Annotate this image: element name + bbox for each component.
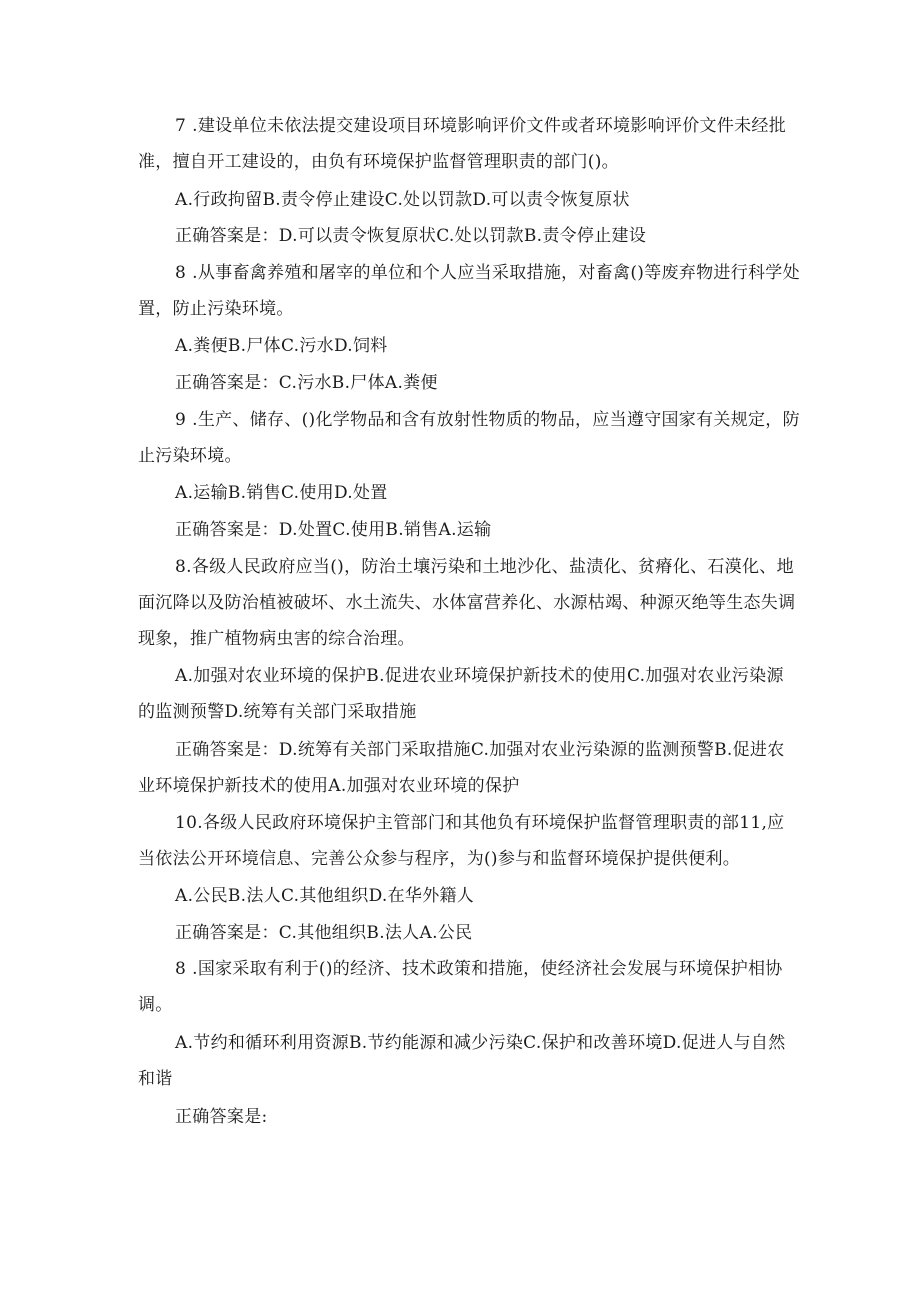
question-text: .从事畜禽养殖和屠宰的单位和个人应当采取措施，对畜禽()等废弃物进行科学处置，防止污染环境。 (138, 263, 800, 319)
question-stem (138, 255, 800, 327)
question-number: 7 (175, 116, 187, 136)
correct-answer: 正确答案是: (175, 1107, 268, 1127)
question-number: 8 (175, 959, 187, 979)
correct-answer: 正确答案是：D.处置C.使用B.销售A.运输 (175, 520, 492, 540)
question-text: .建设单位未依法提交建设项目环境影响评价文件或者环境影响评价文件未经批准，擅自开工建设的，由负有环境保护监督管理职责的部门()。 (138, 116, 787, 172)
question-options: A.粪便B.尸体C.污水D.饲料 (175, 336, 388, 356)
correct-answer: 正确答案是：C.污水B.尸体A.粪便 (175, 373, 438, 393)
question-stem (138, 402, 800, 474)
question-stem (138, 951, 800, 1023)
correct-answer: 正确答案是：D.统筹有关部门采取措施C.加强对农业污染源的监测预警B.促进农业环境保护新技术的使用A.加强对农业环境的保护 (138, 740, 785, 796)
question-text: .生产、储存、()化学物品和含有放射性物质的物品，应当遵守国家有关规定，防止污染环境。 (138, 410, 800, 466)
question-options: A.节约和循环利用资源B.节约能源和减少污染C.保护和改善环境D.促进人与自然和谐 (138, 1033, 786, 1089)
question-options: A.加强对农业环境的保护B.促进农业环境保护新技术的使用C.加强对农业污染源的监测预警D.统筹有关部门采取措施 (138, 666, 784, 722)
question-stem: 10.各级人民政府环境保护主管部门和其他负有环境保护监督管理职责的部11,应当依法公开环境信息、完善公众参与程序，为()参与和监督环境保护提供便利。 (138, 813, 785, 869)
question-options: A.公民B.法人C.其他组织D.在华外籍人 (175, 886, 475, 906)
question-number: 9 (175, 410, 187, 430)
question-stem (138, 108, 800, 180)
question-options: A.运输B.销售C.使用D.处置 (175, 483, 388, 503)
question-stem: 8.各级人民政府应当()，防治土壤污染和土地沙化、盐渍化、贫瘠化、石漠化、地面沉降以及防治植被破坏、水土流失、水体富营养化、水源枯竭、种源灭绝等生态失调现象，推广植物病虫害的综合治理。 (138, 557, 796, 649)
correct-answer: 正确答案是：C.其他组织B.法人A.公民 (175, 923, 473, 943)
question-options: A.行政拘留B.责令停止建设C.处以罚款D.可以责令恢复原状 (175, 190, 630, 210)
correct-answer: 正确答案是：D.可以责令恢复原状C.处以罚款B.责令停止建设 (175, 226, 647, 246)
question-number: 8 (175, 263, 187, 283)
question-text: .国家采取有利于()的经济、技术政策和措施，使经济社会发展与环境保护相协调。 (138, 959, 783, 1015)
